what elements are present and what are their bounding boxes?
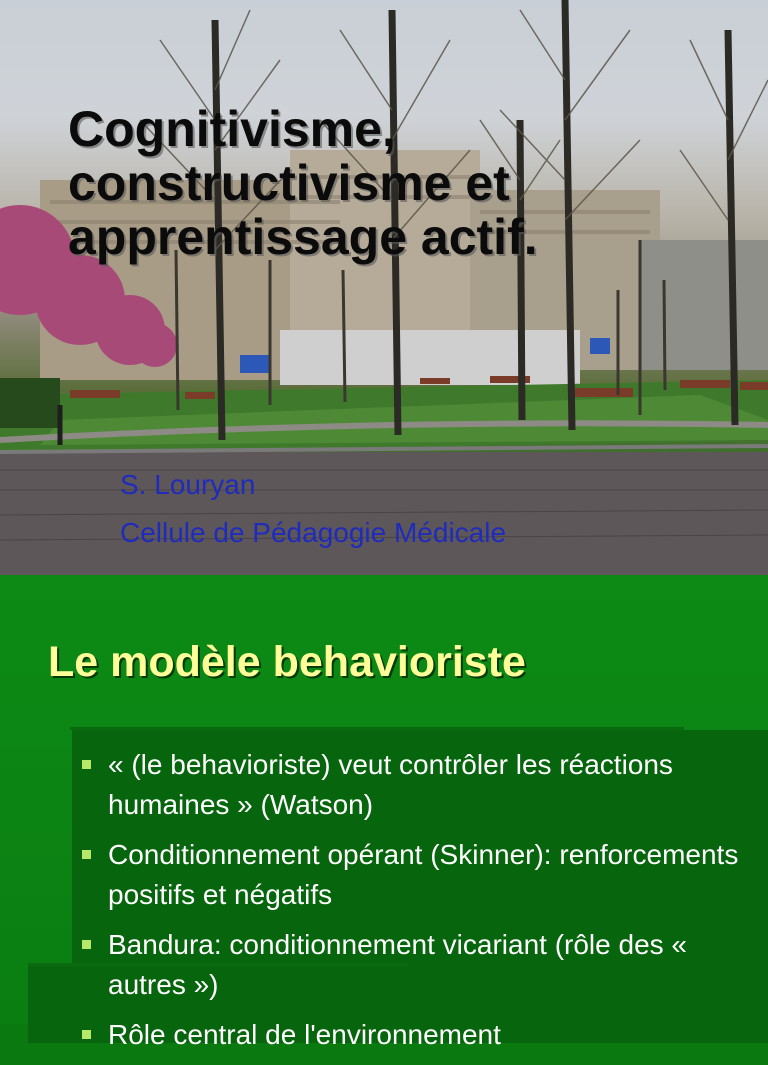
author-name: S. Louryan <box>120 469 256 500</box>
presentation-title <box>68 102 708 264</box>
title-line-3: apprentissage actif. <box>68 209 538 265</box>
bullet-item <box>80 835 760 915</box>
bullet-text: « (le behavioriste) veut contrôler les réactions humaines » (Watson) <box>108 749 673 820</box>
bullet-square-icon <box>82 1030 91 1039</box>
bullet-item <box>80 925 760 1005</box>
bullet-square-icon <box>82 760 91 769</box>
bullet-text: Bandura: conditionnement vicariant (rôle des « autres ») <box>108 929 688 1000</box>
bullet-list <box>80 745 760 1065</box>
bullet-square-icon <box>82 850 91 859</box>
bullet-item <box>80 745 760 825</box>
bullet-square-icon <box>82 940 91 949</box>
department-name: Cellule de Pédagogie Médicale <box>120 517 507 548</box>
title-line-1: Cognitivisme, <box>68 101 396 157</box>
title-line-2: constructivisme et <box>68 155 510 211</box>
decorative-line <box>70 727 684 730</box>
behaviorist-slide <box>0 575 768 1050</box>
bullet-text: Conditionnement opérant (Skinner): renforcements positifs et négatifs <box>108 839 739 910</box>
bullet-item <box>80 1015 760 1055</box>
slide-title: Le modèle behavioriste <box>48 638 526 686</box>
bullet-text: Rôle central de l'environnement <box>108 1019 501 1050</box>
